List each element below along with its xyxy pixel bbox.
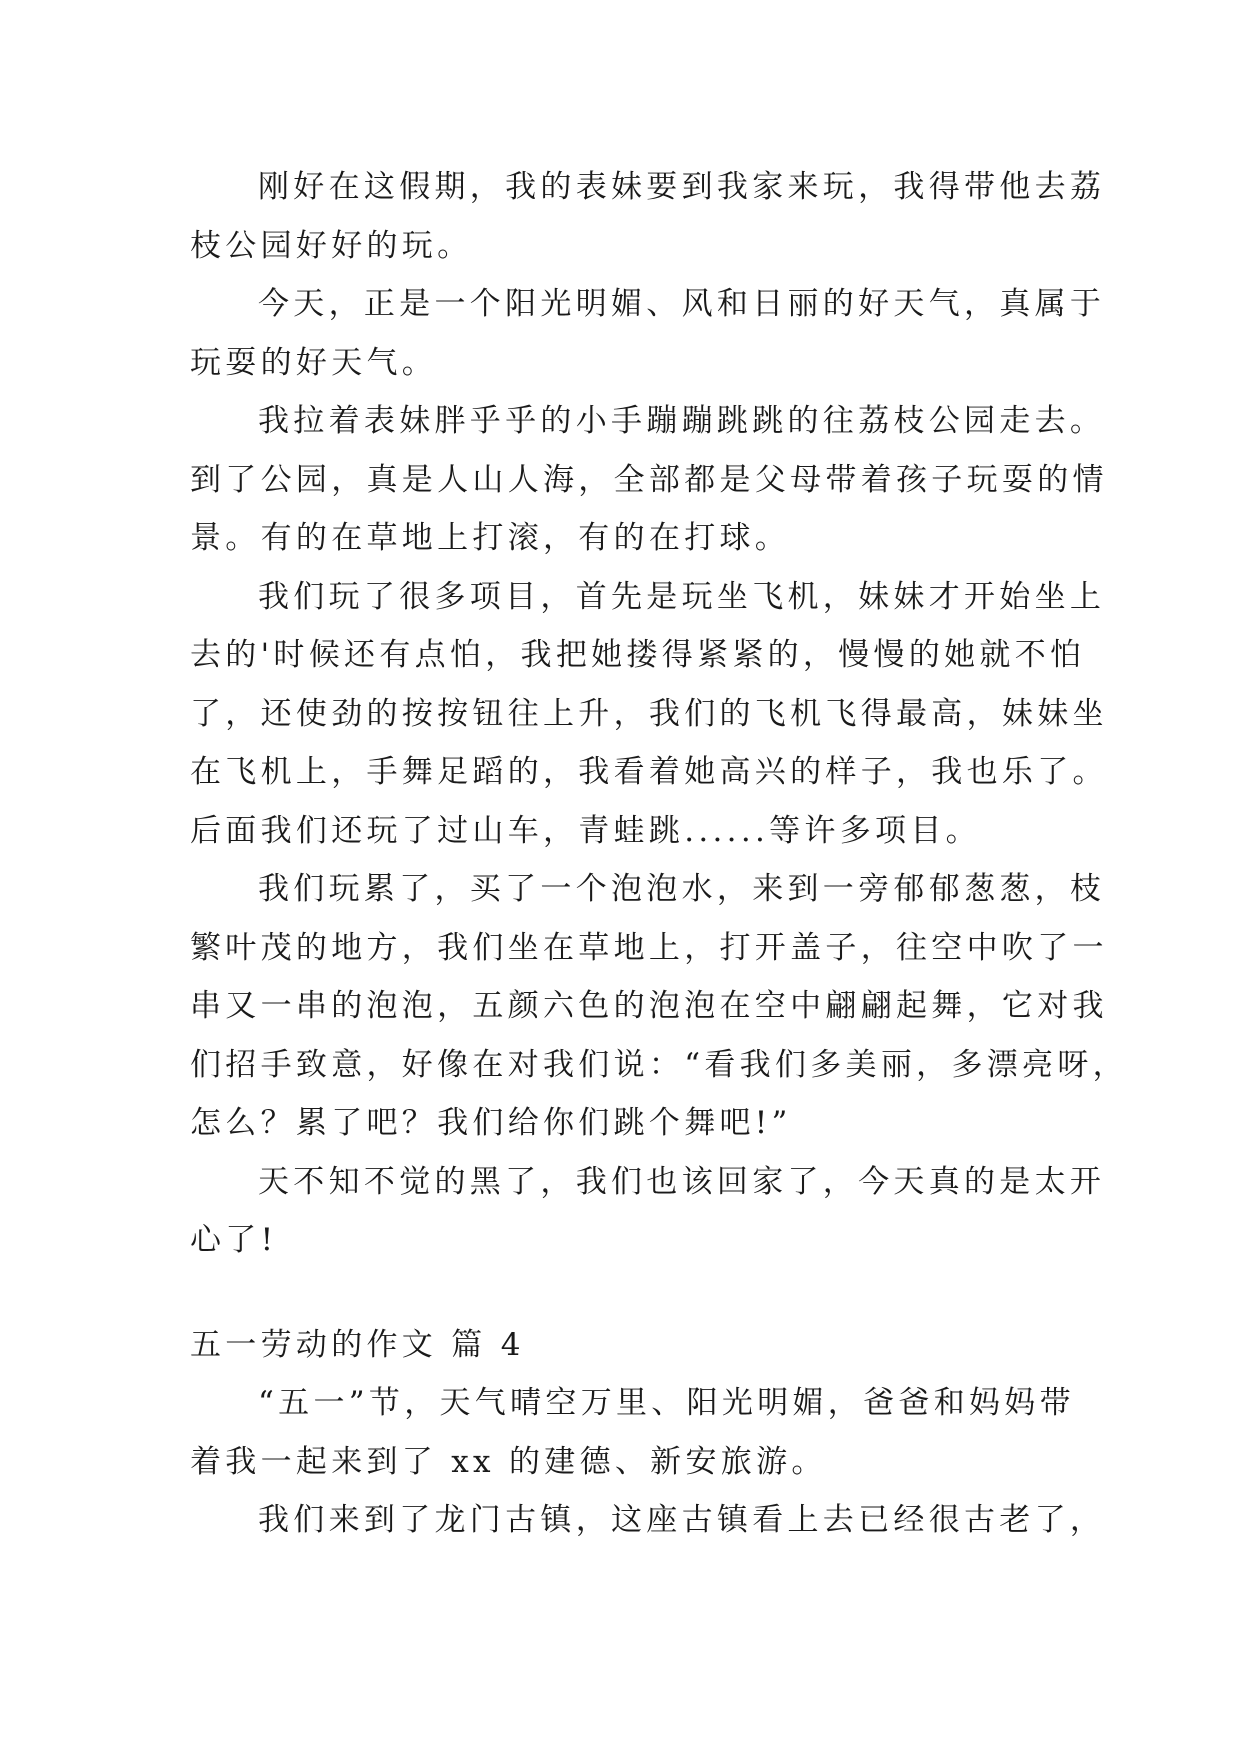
paragraph-line: 着我一起来到了 xx 的建德、新安旅游。	[190, 1443, 827, 1480]
paragraph-line: 到了公园，真是人山人海，全部都是父母带着孩子玩耍的情	[190, 461, 1108, 498]
paragraph-line: 在飞机上，手舞足蹈的，我看着她高兴的样子，我也乐了。	[190, 754, 1108, 790]
paragraph-line: 我们来到了龙门古镇，这座古镇看上去已经很古老了，	[258, 1502, 1106, 1538]
paragraph-line: 去的'时候还有点怕，我把她搂得紧紧的，慢慢的她就不怕	[190, 637, 1086, 673]
paragraph-line: 串又一串的泡泡，五颜六色的泡泡在空中翩翩起舞，它对我	[190, 988, 1108, 1024]
essay-body-section-2	[190, 1374, 1106, 1550]
paragraph-line: 了，还使劲的按按钮往上升，我们的飞机飞得最高，妹妹坐	[190, 695, 1108, 732]
paragraph-line: 枝公园好好的玩。	[190, 227, 473, 264]
paragraph-line: 心了!	[190, 1222, 278, 1258]
paragraph-line: 们招手致意，好像在对我们说：“看我们多美丽，多漂亮呀，	[190, 1046, 1128, 1083]
paragraph-line: 玩耍的好天气。	[190, 344, 438, 381]
paragraph-line: 我们玩累了，买了一个泡泡水，来到一旁郁郁葱葱，枝	[258, 871, 1106, 907]
paragraph-line: 今天，正是一个阳光明媚、风和日丽的好天气，真属于	[258, 286, 1106, 322]
paragraph-line: 怎么？累了吧？我们给你们跳个舞吧!”	[190, 1105, 792, 1141]
paragraph-line: “五一”节，天气晴空万里、阳光明媚，爸爸和妈妈带	[258, 1385, 1075, 1421]
paragraph-line: 后面我们还玩了过山车，青蛙跳......等许多项目。	[190, 812, 981, 849]
paragraph-line: 景。有的在草地上打滚，有的在打球。	[190, 520, 791, 556]
essay-body-section-1	[190, 158, 1128, 1270]
paragraph-line: 我拉着表妹胖乎乎的小手蹦蹦跳跳的往荔枝公园走去。	[258, 403, 1106, 439]
paragraph-line: 刚好在这假期，我的表妹要到我家来玩，我得带他去荔	[258, 169, 1106, 205]
paragraph-line: 繁叶茂的地方，我们坐在草地上，打开盖子，往空中吹了一	[190, 929, 1108, 966]
section-heading: 五一劳动的作文 篇 4	[190, 1327, 525, 1363]
paragraph-line: 我们玩了很多项目，首先是玩坐飞机，妹妹才开始坐上	[258, 578, 1106, 615]
paragraph-line: 天不知不觉的黑了，我们也该回家了，今天真的是太开	[258, 1163, 1106, 1200]
